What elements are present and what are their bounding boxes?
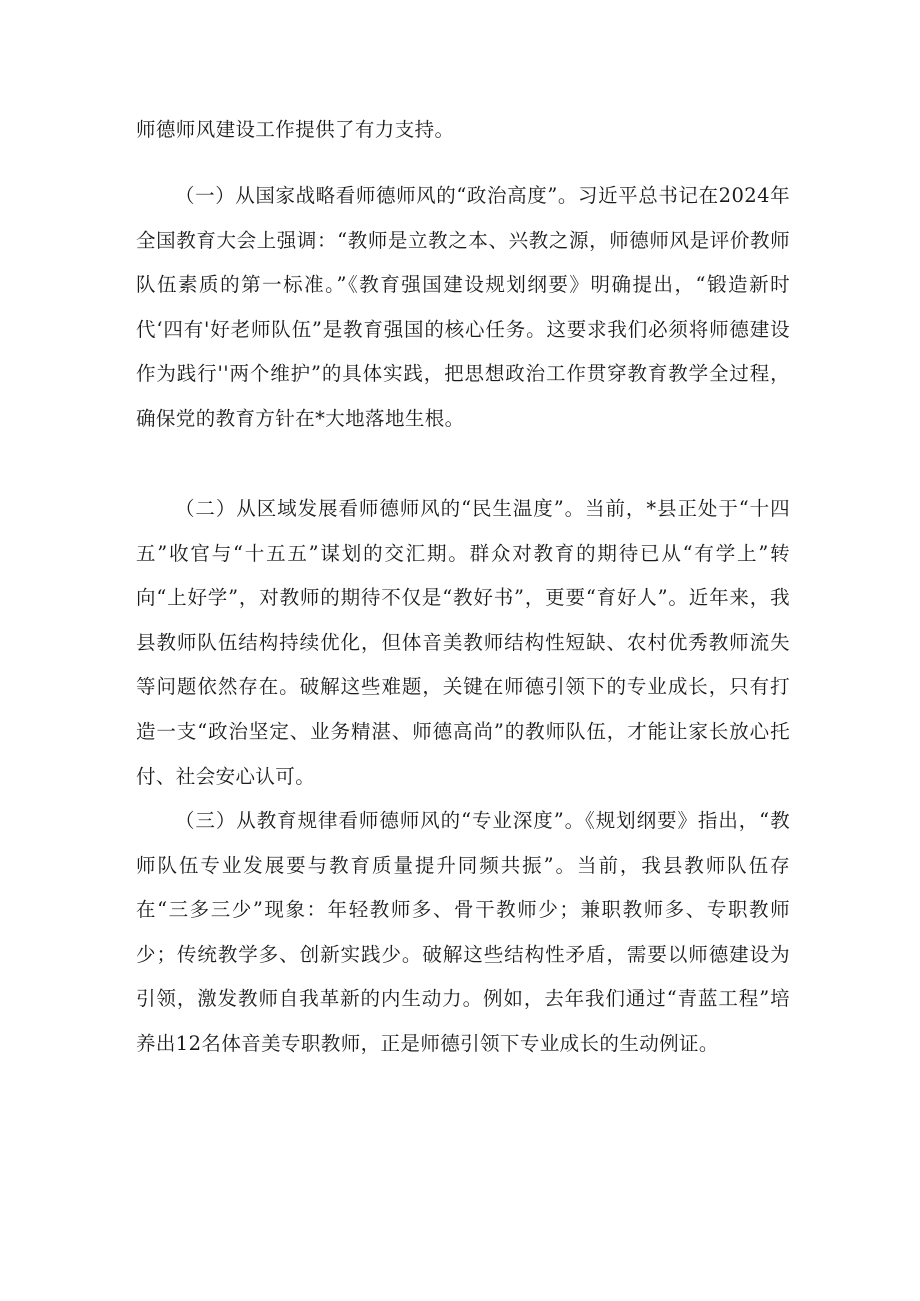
paragraph-livelihood-warmth: （二）从区域发展看师德师风的“民生温度”。当前，*县正处于“十四五”收官与“十五五”谋划的交汇期。群众对教育的期待已从“有学上”转向“上好学”，对教师的期待不仅是“教好书”，更要“育好人”。近年来，我县教师队伍结构持续优化，但体音美教师结构性短缺、农村优秀教师流失等问题依然存在。破解这些难题，关键在师德引领下的专业成长，只有打造一支“政治坚定、业务精湛、师德高尚”的教师队伍，才能让家长放心托付、社会安心认可。 bbox=[136, 497, 790, 788]
paragraph-professional-depth: （三）从教育规律看师德师风的“专业深度”。《规划纲要》指出，“教师队伍专业发展要与教育质量提升同频共振”。当前，我县教师队伍存在“三多三少”现象：年轻教师多、骨干教师少；兼职教师多、专职教师少；传统教学多、创新实践少。破解这些结构性矛盾，需要以师德建设为引领，激发教师自我革新的内生动力。例如，去年我们通过“青蓝工程”培养出12名体音美专职教师，正是师德引领下专业成长的生动例证。 bbox=[136, 809, 790, 1055]
paragraph-political-height: （一）从国家战略看师德师风的“政治高度”。习近平总书记在2024年全国教育大会上强调：“教师是立教之本、兴教之源，师德师风是评价教师队伍素质的第一标准。”《教育强国建设规划纲要》明确提出，“锻造新时代‘四有'好老师队伍”是教育强国的核心任务。这要求我们必须将师德建设作为践行''两个维护”的具体实践，把思想政治工作贯穿教育教学全过程，确保党的教育方针在*大地落地生根。 bbox=[136, 184, 790, 430]
paragraph-continuation: 师德师风建设工作提供了有力支持。 bbox=[136, 118, 455, 141]
